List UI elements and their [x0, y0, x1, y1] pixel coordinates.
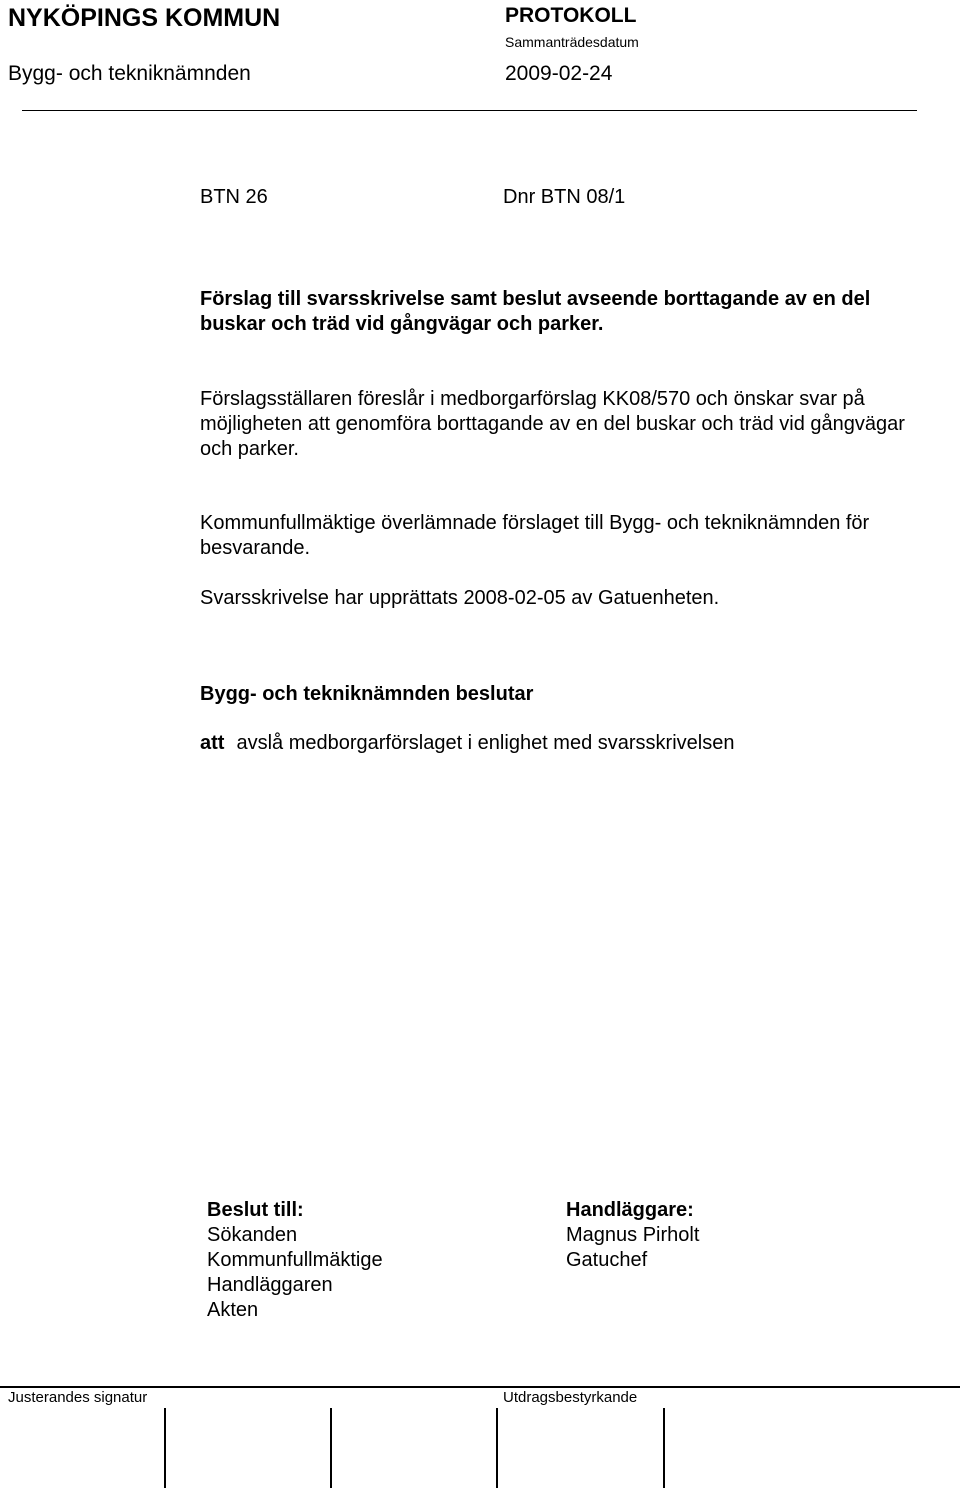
att-label: att [200, 732, 225, 754]
handler-heading: Handläggare: [566, 1199, 694, 1221]
signature-box-divider [496, 1408, 498, 1488]
meeting-date: 2009-02-24 [505, 62, 613, 85]
case-title: Förslag till svarsskrivelse samt beslut avseende borttagande av en del buskar och träd vid gångvägar och parker. [200, 288, 871, 335]
handler-title: Gatuchef [566, 1249, 648, 1271]
list-item: Sökanden [207, 1224, 298, 1246]
distribution-list [207, 1198, 383, 1323]
list-item: Akten [207, 1299, 259, 1321]
signature-box-divider [663, 1408, 665, 1488]
list-item: Handläggaren [207, 1274, 333, 1296]
footer-divider [0, 1386, 960, 1388]
paragraph-response: Svarsskrivelse har upprättats 2008-02-05 av Gatuenheten. [200, 587, 720, 609]
distribution-heading: Beslut till: [207, 1199, 304, 1221]
case-reference: BTN 26 [200, 186, 268, 208]
list-item: Kommunfullmäktige [207, 1249, 383, 1271]
signature-box-divider [330, 1408, 332, 1488]
diary-number: Dnr BTN 08/1 [503, 186, 626, 208]
meeting-date-label: Sammanträdesdatum [505, 34, 639, 50]
paragraph-proposal: Förslagsställaren föreslår i medborgarförslag KK08/570 och önskar svar på möjligheten att genomföra borttagande av en del buskar och träd vid gångvägar och parker. [200, 388, 905, 460]
decision-line [200, 732, 734, 755]
signature-box-divider [164, 1408, 166, 1488]
header-divider [22, 110, 917, 111]
document-type: PROTOKOLL [505, 4, 637, 27]
decision-heading: Bygg- och tekniknämnden beslutar [200, 683, 534, 705]
organization-name: NYKÖPINGS KOMMUN [8, 4, 281, 32]
signature-label: Justerandes signatur [8, 1389, 148, 1406]
decision-text: avslå medborgarförslaget i enlighet med svarsskrivelsen [236, 732, 735, 754]
paragraph-referral: Kommunfullmäktige överlämnade förslaget till Bygg- och tekniknämnden för besvarande. [200, 512, 870, 559]
handler-name: Magnus Pirholt [566, 1224, 700, 1246]
handler-block [566, 1198, 699, 1273]
board-name: Bygg- och tekniknämnden [8, 62, 251, 85]
certification-label: Utdragsbestyrkande [503, 1389, 638, 1406]
